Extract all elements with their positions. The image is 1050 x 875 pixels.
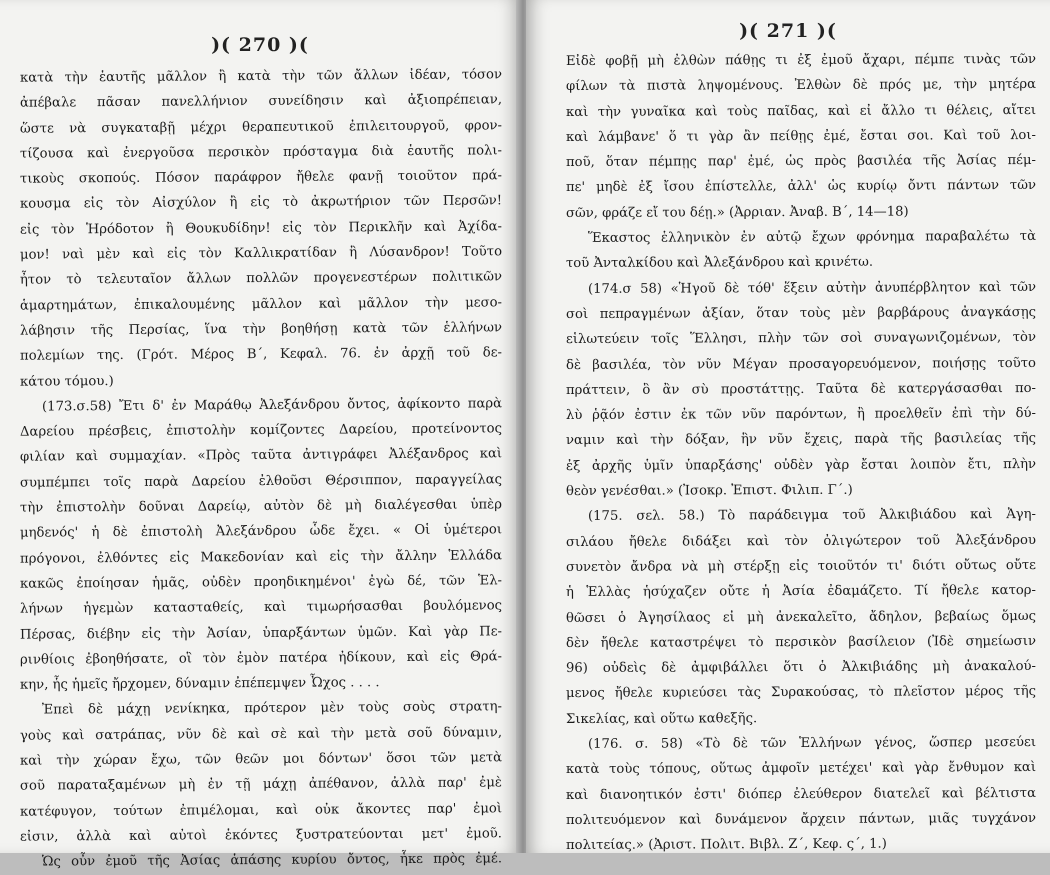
text-line: πολιτευόμενον καὶ δυνάμενον ἄρχειν πάντων, μιᾶς τυγχάνον <box>565 810 1037 828</box>
left-page <box>0 0 520 870</box>
text-line: ἦτον τὸ τελευταῖον ἄλλων πολλῶν προγενεστέρων πολιτικῶν <box>19 269 503 289</box>
text-line: πράττειν, ὃ ἂν σὺ προστάττῃς. Ταῦτα δὲ κατεργάσασθαι πο- <box>565 380 1037 398</box>
text-line: Ἐπεὶ δὲ μάχῃ νενίκηκα, πρότερον μὲν τοὺς σοὺς στρατη- <box>41 699 503 718</box>
text-line: Ὡς οὖν ἐμοῦ τῆς Ἀσίας ἁπάσης κυρίου ὄντος, ἧκε πρὸς ἐμέ. <box>41 851 503 870</box>
text-line: λάβησιν τῆς Περσίας, ἵνα τὴν βοηθήσῃ κατὰ τῶν ἑλλήνων <box>19 320 503 339</box>
left-page-text <box>0 64 520 874</box>
right-page-text <box>526 48 1050 858</box>
text-line: ὥστε νὰ συγκαταβῇ μέχρι θεραπευτικοῦ ἐπιλειτουργοῦ, φρον- <box>19 117 503 137</box>
text-line: λὺ ῥᾷόν ἐστιν ἐκ τῶν νῦν παρόντων, ἢ προελθεῖν ἐπὶ τὴν δύ- <box>565 406 1037 424</box>
text-line: ποῦ, ὅταν πέμπῃς παρ' ἐμέ, ὡς πρὸς βασιλέα τῆς Ἀσίας πέμ- <box>565 153 1037 171</box>
text-line: τικοὺς σκοπούς. Πόσον παράφρον ἤθελε φανῇ τοιοῦτον πρά- <box>19 168 503 187</box>
text-line: Πέρσας, διέβην εἰς τὴν Ἀσίαν, ὑπαρξάντων ὑμῶν. Καὶ γὰρ Πε- <box>19 623 503 643</box>
text-line: φίλων τὰ πιστὰ ληψομένους. Ἐλθὼν δὲ πρός με, τὴν μητέρα <box>565 77 1037 95</box>
text-line: τίζουσα καὶ ἐνεργοῦσα περσικὸν πρόσταγμα διὰ ἑαυτῆς πολι- <box>19 143 503 162</box>
text-line: Εἰδὲ φοβῇ μὴ ἐλθὼν πάθῃς τι ἐξ ἐμοῦ ἄχαρι, πέμπε τινὰς τῶν <box>565 51 1037 70</box>
text-line: κατέφυγον, τούτων ἐπιμέλομαι, καὶ οὐκ ἄκοντες παρ' ἐμοὶ <box>19 800 503 820</box>
text-line: (175. σελ. 58.) Τὸ παράδειγμα τοῦ Ἀλκιβιάδου καὶ Ἀγη- <box>587 507 1037 525</box>
text-line: καὶ τὴν γυναῖκα καὶ τοὺς παῖδας, καὶ εἰ ἄλλο τι θέλεις, αἴτει <box>565 102 1037 120</box>
text-line: εἱλωτεύειν τοῖς Ἕλλησι, πλὴν τῶν σοὶ συναγωνιζομένων, τὸν <box>565 330 1037 348</box>
text-line: μενος ἤθελε κυριεύσει τὰς Συρακούσας, τὸ πλεῖστον μέρος τῆς <box>565 684 1037 702</box>
text-line: κάτου τόμου.) <box>19 373 114 390</box>
text-line: ἁμαρτημάτων, ἐπικαλουμένης μᾶλλον καὶ μᾶλλον τὴν μεσο- <box>19 294 503 314</box>
text-line: (176. σ. 58) «Τὸ δὲ τῶν Ἑλλήνων γένος, ὥσπερ μεσεύει <box>587 734 1037 752</box>
text-line: ἀπέβαλε πᾶσαν πανελλήνιον συνείδησιν καὶ ἀξιοπρέπειαν, <box>19 92 503 111</box>
text-line: τοῦ Ἀνταλκίδου καὶ Ἀλεξάνδρου καὶ κρινέτω. <box>565 255 874 272</box>
text-line: πρόγονοι, ἐλθόντες εἰς Μακεδονίαν καὶ εἰς τὴν ἄλλην Ἑλλάδα <box>19 547 503 567</box>
text-line: θῶσει ὁ Ἀγησίλαος εἰ μὴ ἀνεκαλεῖτο, ἄδηλον, βεβαίως ὅμως <box>565 608 1037 626</box>
text-line: λήνων ἡγεμὼν κατασταθείς, καὶ τιμωρήσασθαι βουλόμενος <box>19 598 503 617</box>
text-line: γοὺς καὶ σατράπας, νῦν δὲ καὶ σὲ καὶ τὴν μετὰ σοῦ δύναμιν, <box>19 725 503 744</box>
page-number-270: )( 270 )( <box>211 34 309 56</box>
text-line: εἰς τὸν Ἡρόδοτον ἢ Θουκυδίδην! εἰς τὸν Περικλῆν καὶ Ἀχίδα- <box>19 219 503 238</box>
text-line: καὶ τὴν χώραν ἔχω, τῶν θεῶν μοι δόντων' ὅσοι τῶν μετὰ <box>19 750 503 769</box>
text-line: σοὶ πεπραγμένων ἀξίαν, ὅταν τοὺς μὲν βαρβάρους ἀναγκάσῃς <box>565 304 1037 322</box>
text-line: κατὰ τὴν ἑαυτῆς μᾶλλον ἢ κατὰ τὴν τῶν ἄλλων ἰδέαν, τόσον <box>19 67 503 86</box>
text-line: τὴν ἐπιστολὴν δοῦναι Δαρείῳ, αὐτὸν δὲ μὴ διαλέγεσθαι ὑπὲρ <box>19 497 503 516</box>
text-line: (173.σ.58) Ἔτι δ' ἐν Μαράθῳ Ἀλεξάνδρου ὄντος, ἀφίκοντο παρὰ <box>41 396 503 415</box>
text-line: σιλάου ἤθελε διδάξει καὶ τὸν ὀλιγώτερον τοῦ Ἀλεξάνδρου <box>565 532 1037 550</box>
text-line: μον! ναὶ μὲν καὶ εἰς τὸν Καλλικρατίδαν ἢ Λύσανδρον! Τοῦτο <box>19 244 503 263</box>
text-line: συνετὸν ἄνδρα νὰ μὴ στέρξῃ εἰς τοιοῦτόν τι' διότι οὔτως οὔτε <box>565 557 1037 575</box>
right-page <box>526 0 1050 853</box>
text-line: ναμιν καὶ τὴν δόξαν, ἣν νῦν ἔχεις, παρὰ τῆς βασιλείας τῆς <box>565 431 1037 449</box>
text-line: κην, ἧς ἡμεῖς ἤρχομεν, δύναμιν ἐπέπεμψεν Ὦχος . . . . <box>19 675 380 693</box>
text-line: δὲν ἤθελε καταστρέψει τὸ περσικὸν βασίλειον (Ἰδὲ σημείωσιν <box>565 633 1037 651</box>
text-line: ρινθίοις ἐβοηθήσατε, οἳ τὸν ἐμὸν πατέρα ἠδίκουν, καὶ εἰς Θρά- <box>19 649 503 668</box>
text-line: κατὰ τοὺς τόπους, οὕτως ἀμφοῖν μετέχει' καὶ γὰρ ἔνθυμον καὶ <box>565 760 1037 778</box>
text-line: ἡ Ἑλλὰς ἡσύχαζεν οὔτε ἡ Ἀσία ἐδαμάζετο. Τί ἤθελε κατορ- <box>565 583 1037 601</box>
text-line: εἰσιν, ἀλλὰ καὶ αὐτοὶ ἑκόντες ξυστρατεύονται μετ' ἐμοῦ. <box>19 826 503 845</box>
text-line: κουσμα εἰς τὸν Αἰσχύλον ἢ εἰς τὸ ἀκρωτήριον τῶν Περσῶν! <box>19 193 503 213</box>
text-line: καὶ διανοητικόν ἐστι' διόπερ ἐλεύθερον διατελεῖ καὶ βέλτιστα <box>565 785 1037 803</box>
text-line: συμπέμπει τοῖς παρὰ Δαρείου ἐλθοῦσι Θέρσιππον, παραγγείλας <box>19 472 503 491</box>
text-line: Σικελίας, καὶ οὕτω καθεξῆς. <box>565 710 758 727</box>
text-line: 96) οὐδεὶς δὲ ἀμφιβάλλει ὅτι ὁ Ἀλκιβιάδης μὴ ἀνακαλού- <box>565 659 1037 677</box>
text-line: πολεμίων της. (Γρότ. Μέρος Β΄, Κεφαλ. 76. ἐν ἀρχῇ τοῦ δε- <box>19 345 503 364</box>
text-line: φιλίαν καὶ συμμαχίαν. «Πρὸς ταῦτα ἀντιγράφει Ἀλέξανδρος καὶ <box>19 446 503 466</box>
text-line: (174.σ 58) «Ἡγοῦ δὲ τόθ' ἕξειν αὐτὴν ἀνυπέρβλητον καὶ τῶν <box>587 279 1037 297</box>
text-line: σοῦ παραταξαμένων μὴ ἐν τῇ μάχῃ ἀπέθανον, ἀλλὰ παρ' ἐμὲ <box>19 775 503 794</box>
text-line: Ἕκαστος ἑλληνικὸν ἐν αὐτῷ ἔχων φρόνημα παραβαλέτω τὰ <box>587 229 1037 247</box>
text-line: ἐξ ἀρχῆς ὑμῖν ὑπαρξάσης' οὐδὲν γὰρ ἔσται λοιπὸν ἔτι, πλὴν <box>565 456 1037 474</box>
text-line: πολιτείας.» (Ἀριστ. Πολιτ. Βιβλ. Ζ΄, Κεφ. ς΄, 1.) <box>565 836 887 854</box>
text-line: πε' μηδὲ ἐξ ἴσου ἐπίστελλε, ἀλλ' ὡς κυρίῳ ὄντι πάντων τῶν <box>565 178 1037 196</box>
text-line: κακῶς ἐποίησαν ἡμᾶς, οὐδὲν προηδικημένοι' ἐγὼ δέ, τῶν Ἑλ- <box>19 573 503 592</box>
text-line: καὶ λάμβανε' ὅ τι γὰρ ἂν πείθῃς ἐμέ, ἔσται σοι. Καὶ τοῦ λοι- <box>565 127 1037 145</box>
text-line: Δαρείου πρέσβεις, ἐπιστολὴν κομίζοντες Δαρείου, προτείνοντος <box>19 421 503 440</box>
text-line: δὲ βασιλέα, τὸν νῦν Μέγαν προσαγορευόμενον, ποιήσῃς τοῦτο <box>565 355 1037 373</box>
text-line: θεὸν γενέσθαι.» (Ἰσοκρ. Ἐπιστ. Φιλιπ. Γ΄.) <box>565 482 853 500</box>
page-number-271: )( 271 )( <box>739 20 837 42</box>
text-line: σῶν, φράζε εἴ του δέῃ.» (Ἀρριαν. Ἀναβ. Β΄, 14—18) <box>565 204 909 221</box>
text-line: μηδενός' ἡ δὲ ἐπιστολὴ Ἀλεξάνδρου ὧδε ἔχει. « Οἱ ὑμέτεροι <box>19 522 503 542</box>
